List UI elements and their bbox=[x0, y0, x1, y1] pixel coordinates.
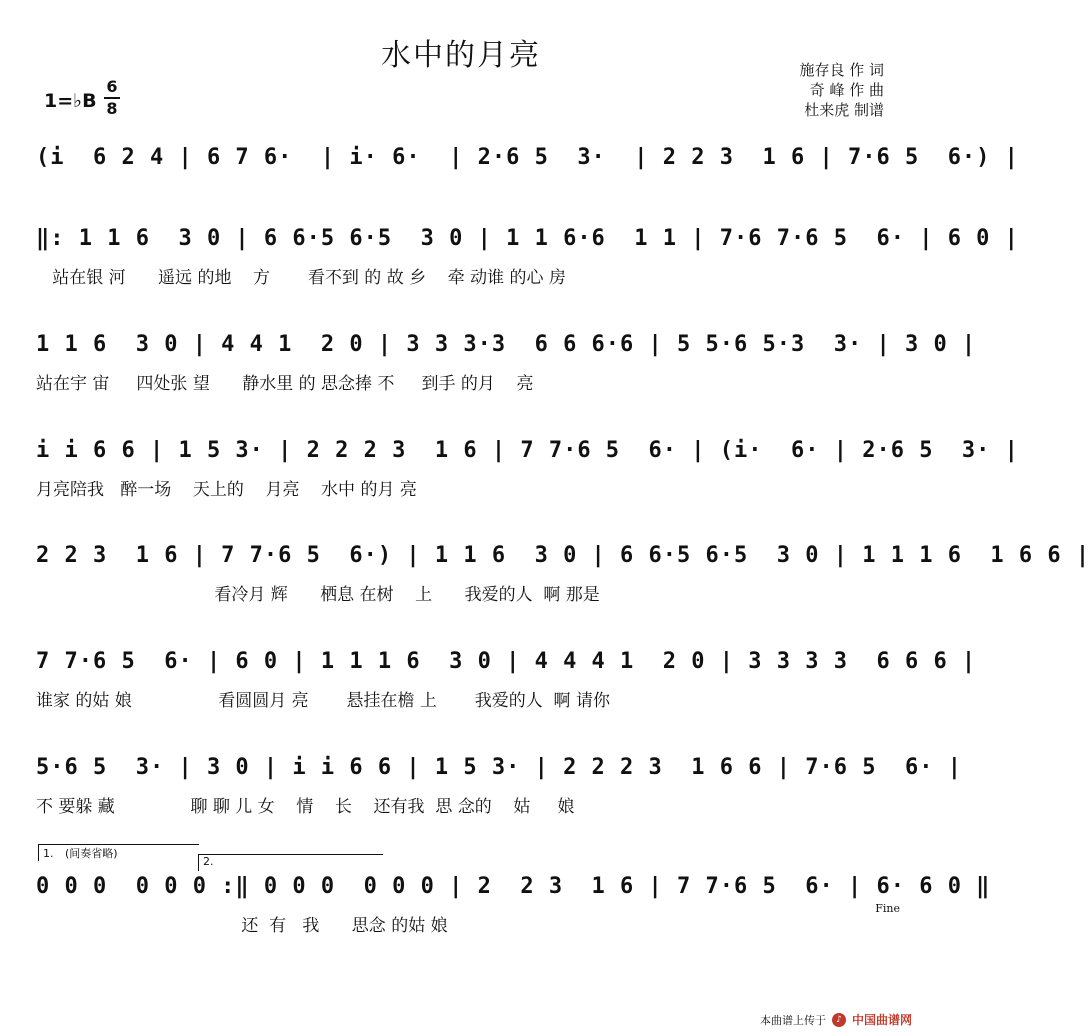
fine-marking: Fine bbox=[875, 902, 900, 915]
site-logo-text[interactable]: 中国曲谱网 bbox=[851, 1013, 912, 1027]
lyrics-line: 月亮陪我 醉一场 天上的 月亮 水中 的月 亮 bbox=[36, 480, 417, 500]
lyrics-line: 不 要躲 藏 聊 聊 儿 女 情 长 还有我 思 念的 姑 娘 bbox=[36, 797, 575, 817]
lyrics-line: 站在宇 宙 四处张 望 静水里 的 思念捧 不 到手 的月 亮 bbox=[36, 374, 534, 394]
credits bbox=[799, 60, 884, 120]
score-system-6 bbox=[0, 647, 977, 757]
lyrics-line: 看冷月 辉 栖息 在树 上 我爱的人 啊 那是 bbox=[36, 585, 600, 605]
time-signature-bottom: 8 bbox=[106, 99, 118, 118]
score-system-2 bbox=[0, 224, 1019, 334]
site-logo-icon: ♪ bbox=[832, 1013, 846, 1027]
notation-line: 7 7·6 5 6· | 6 0 | 1 1 1 6 3 0 | 4 4 4 1 2 0 | 3 3 3 3 6 6 6 | bbox=[36, 649, 977, 674]
notation-line: 5·6 5 3· | 3 0 | i i 6 6 | 1 5 3· | 2 2 2 3 1 6 6 | 7·6 5 6· | bbox=[36, 755, 962, 780]
notation-line: (i 6 2 4 | 6 7 6· | i· 6· | 2·6 5 3· | 2 2 3 1 6 | 7·6 5 6·) | bbox=[36, 145, 1019, 170]
lyrics-line: 站在银 河 遥远 的地 方 看不到 的 故 乡 牵 动谁 的心 房 bbox=[36, 268, 566, 288]
key-signature: 1=♭B bbox=[44, 90, 97, 112]
notation-line: 2 2 3 1 6 | 7 7·6 5 6·) | 1 1 6 3 0 | 6 6·5 6·5 3 0 | 1 1 1 6 1 6 6 | bbox=[36, 543, 1090, 568]
lyrics-line: 还 有 我 思念 的姑 娘 bbox=[36, 916, 448, 936]
notation-line: 0 0 0 0 0 0 :‖ 0 0 0 0 0 0 | 2 2 3 1 6 | 7 7·6 5 6· | 6· 6 0 ‖ bbox=[36, 874, 991, 899]
arranger-credit: 杜来虎 制谱 bbox=[804, 101, 884, 119]
lyrics-line: 谁家 的姑 娘 看圆圆月 亮 悬挂在檐 上 我爱的人 啊 请你 bbox=[36, 691, 610, 711]
composer-credit: 奇 峰 作 曲 bbox=[809, 81, 884, 99]
score-system-8 bbox=[0, 872, 991, 982]
lyricist-credit: 施存良 作 词 bbox=[799, 61, 884, 79]
page-title: 水中的月亮 bbox=[381, 38, 541, 73]
score-system-5 bbox=[0, 541, 1090, 651]
footer bbox=[760, 1011, 912, 1028]
first-ending-label: 1. bbox=[43, 847, 54, 860]
notation-line: 1 1 6 3 0 | 4 4 1 2 0 | 3 3 3·3 6 6 6·6 | 5 5·6 5·3 3· | 3 0 | bbox=[36, 332, 977, 357]
interlude-note: (间奏省略) bbox=[65, 847, 118, 860]
score-system-3 bbox=[0, 330, 977, 440]
first-ending-bracket bbox=[38, 844, 199, 861]
notation-line: ‖: 1 1 6 3 0 | 6 6·5 6·5 3 0 | 1 1 6·6 1 1 | 7·6 7·6 5 6· | 6 0 | bbox=[36, 226, 1019, 251]
second-ending-label: 2. bbox=[203, 855, 214, 868]
upload-text: 本曲谱上传于 bbox=[759, 1013, 826, 1027]
time-signature-top: 6 bbox=[104, 77, 120, 99]
time-signature bbox=[104, 77, 120, 119]
second-ending-bracket bbox=[198, 854, 383, 871]
score-system-4 bbox=[0, 436, 1019, 546]
notation-line: i i 6 6 | 1 5 3· | 2 2 2 3 1 6 | 7 7·6 5 6· | (i· 6· | 2·6 5 3· | bbox=[36, 438, 1019, 463]
